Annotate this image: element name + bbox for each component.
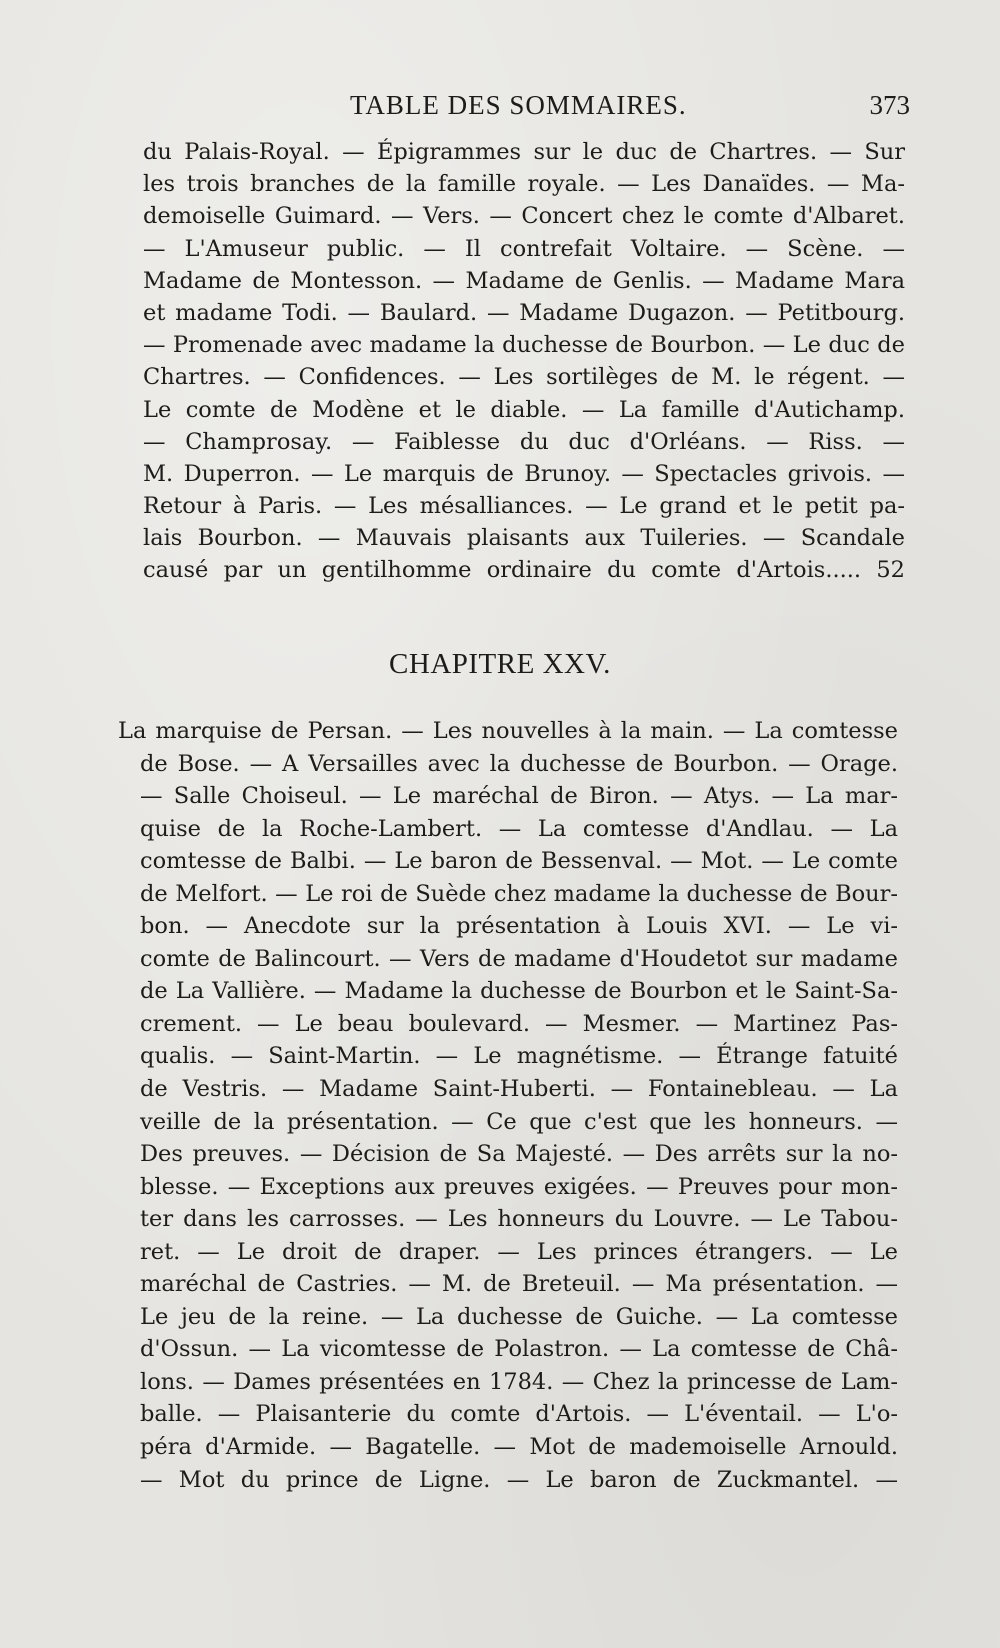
summary-line: causé par un gentilhomme ordinaire du comte d'Artois..... 52 [143, 557, 905, 584]
chapter-summary-line: comtesse de Balbi. — Le baron de Bessenval. — Mot. — Le comte [140, 848, 898, 875]
summary-line: — Champrosay. — Faiblesse du duc d'Orléans. — Riss. — [143, 428, 905, 455]
chapter-summary-line: de La Vallière. — Madame la duchesse de Bourbon et le Saint-Sa- [140, 978, 898, 1005]
chapter-summary-line: de Melfort. — Le roi de Suède chez madame la duchesse de Bour- [140, 880, 898, 907]
chapter-summary-line: d'Ossun. — La vicomtesse de Polastron. — La comtesse de Châ- [140, 1336, 898, 1363]
chapter-summary-line: crement. — Le beau boulevard. — Mesmer. — Martinez Pas- [140, 1010, 898, 1037]
summary-line: Madame de Montesson. — Madame de Genlis. — Madame Mara [143, 267, 905, 294]
chapter-summary-line: veille de la présentation. — Ce que c'est que les honneurs. — [140, 1108, 898, 1135]
chapter-summary [118, 715, 898, 1496]
chapter-summary-line: lons. — Dames présentées en 1784. — Chez la princesse de Lam- [140, 1368, 898, 1395]
summary-line: les trois branches de la famille royale. — Les Danaïdes. — Ma- [143, 171, 905, 198]
summary-line: — L'Amuseur public. — Il contrefait Voltaire. — Scène. — [143, 235, 905, 262]
running-head [140, 86, 910, 126]
summary-line: Le comte de Modène et le diable. — La famille d'Autichamp. [143, 396, 905, 423]
chapter-summary-line: blesse. — Exceptions aux preuves exigées. — Preuves pour mon- [140, 1173, 898, 1200]
summary-line: lais Bourbon. — Mauvais plaisants aux Tuileries. — Scandale [143, 525, 905, 552]
chapter-summary-line: comte de Balincourt. — Vers de madame d'Houdetot sur madame [140, 945, 898, 972]
chapter-summary-line: de Vestris. — Madame Saint-Huberti. — Fontainebleau. — La [140, 1076, 898, 1103]
running-title: TABLE DES SOMMAIRES. [350, 90, 687, 120]
summary-line: — Promenade avec madame la duchesse de Bourbon. — Le duc de [143, 332, 905, 359]
chapter-summary-line: bon. — Anecdote sur la présentation à Louis XVI. — Le vi- [140, 913, 898, 940]
summary-line: et madame Todi. — Baulard. — Madame Dugazon. — Petitbourg. [143, 299, 905, 326]
chapter-summary-line: péra d'Armide. — Bagatelle. — Mot de mademoiselle Arnould. [140, 1434, 898, 1461]
chapter-summary-line: Le jeu de la reine. — La duchesse de Guiche. — La comtesse [140, 1303, 898, 1330]
chapter-summary-line: ter dans les carrosses. — Les honneurs du Louvre. — Le Tabou- [140, 1206, 898, 1233]
summary-line: demoiselle Guimard. — Vers. — Concert chez le comte d'Albaret. [143, 203, 905, 230]
summary-line: du Palais-Royal. — Épigrammes sur le duc de Chartres. — Sur [143, 139, 905, 165]
summary-line: Chartres. — Confidences. — Les sortilèges de M. le régent. — [143, 364, 905, 391]
summary-line: M. Duperron. — Le marquis de Brunoy. — Spectacles grivois. — [143, 460, 905, 487]
chapter-summary-line: quise de la Roche-Lambert. — La comtesse d'Andlau. — La [140, 815, 898, 842]
summary-line: Retour à Paris. — Les mésalliances. — Le grand et le petit pa- [143, 493, 905, 520]
chapter-summary-line: balle. — Plaisanterie du comte d'Artois. — L'éventail. — L'o- [140, 1401, 898, 1428]
chapter-summary-line: qualis. — Saint-Martin. — Le magnétisme. — Étrange fatuité [140, 1043, 898, 1070]
chapter-summary-line: ret. — Le droit de draper. — Les princes étrangers. — Le [140, 1238, 898, 1265]
chapter-summary-line: — Salle Choiseul. — Le maréchal de Biron. — Atys. — La mar- [140, 783, 898, 810]
page-number: 373 [869, 90, 910, 120]
chapter-summary-line: — Mot du prince de Ligne. — Le baron de Zuckmantel. — [140, 1466, 898, 1493]
chapter-summary-line: maréchal de Castries. — M. de Breteuil. — Ma présentation. — [140, 1271, 898, 1298]
continued-summary [143, 136, 905, 587]
chapter-heading: CHAPITRE XXV. [389, 648, 611, 680]
chapter-summary-line: de Bose. — A Versailles avec la duchesse de Bourbon. — Orage. [140, 750, 898, 777]
chapter-summary-line: La marquise de Persan. — Les nouvelles à la main. — La comtesse [118, 718, 898, 744]
chapter-summary-line: Des preuves. — Décision de Sa Majesté. — Des arrêts sur la no- [140, 1141, 898, 1168]
